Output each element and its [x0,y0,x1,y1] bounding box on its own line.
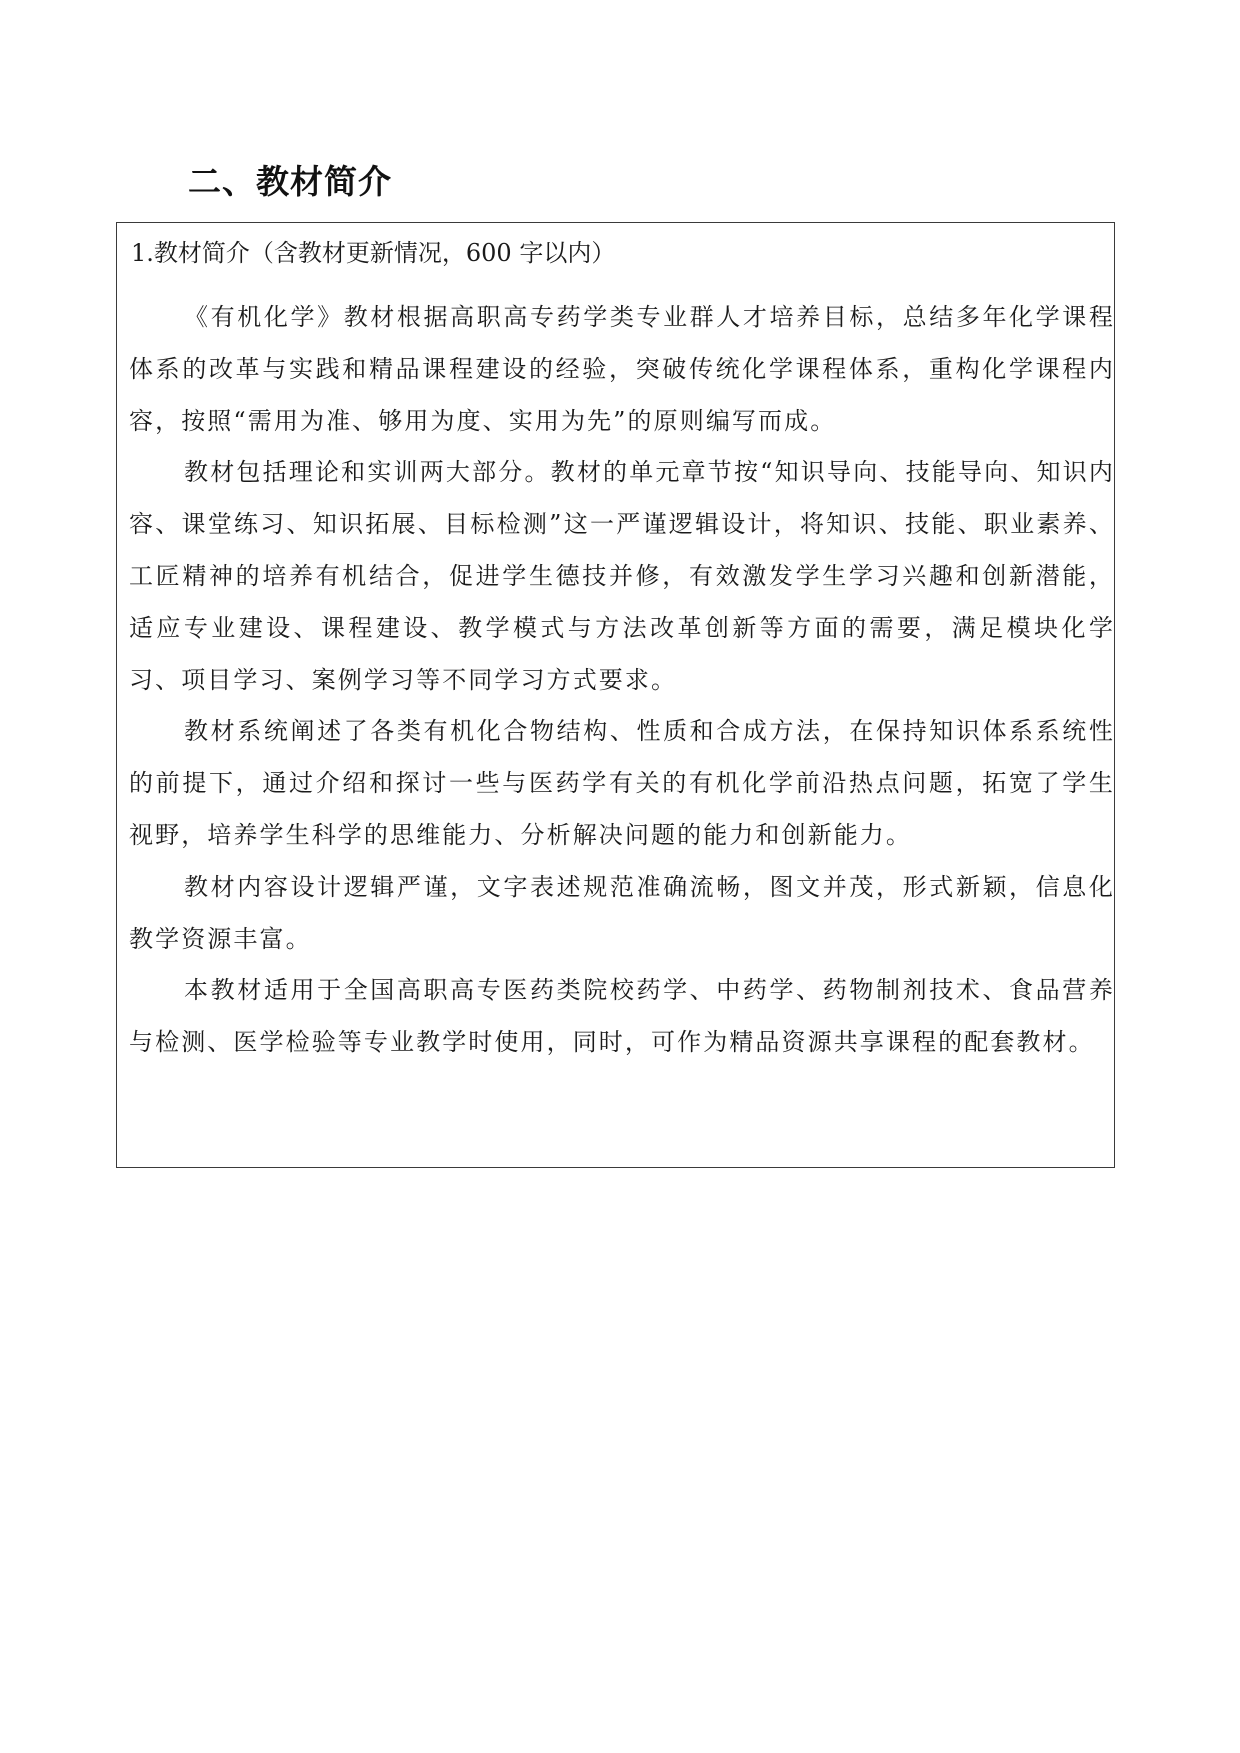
box-label: 1.教材简介（含教材更新情况，600 字以内） [131,239,616,267]
section-heading: 二、教材简介 [188,162,392,201]
intro-paragraph-5: 本教材适用于全国高职高专医药类院校药学、中药学、药物制剂技术、食品营养与检测、医学检验等专业教学时使用，同时，可作为精品资源共享课程的配套教材。 [129,976,1115,1057]
intro-paragraph-3: 教材系统阐述了各类有机化合物结构、性质和合成方法，在保持知识体系系统性的前提下，通过介绍和探讨一些与医药学有关的有机化学前沿热点问题，拓宽了学生视野，培养学生科学的思维能力、分析解决问题的能力和创新能力。 [129,717,1115,849]
textbook-intro-box [116,222,1115,1168]
intro-paragraph-1: 《有机化学》教材根据高职高专药学类专业群人才培养目标，总结多年化学课程体系的改革与实践和精品课程建设的经验，突破传统化学课程体系，重构化学课程内容，按照“需用为准、够用为度、实用为先”的原则编写而成。 [129,303,1115,435]
intro-body [129,292,1115,1069]
intro-paragraph-4: 教材内容设计逻辑严谨，文字表述规范准确流畅，图文并茂，形式新颖，信息化教学资源丰富。 [129,872,1115,953]
intro-paragraph-2: 教材包括理论和实训两大部分。教材的单元章节按“知识导向、技能导向、知识内容、课堂练习、知识拓展、目标检测”这一严谨逻辑设计，将知识、技能、职业素养、工匠精神的培养有机结合，促进学生德技并修，有效激发学生学习兴趣和创新潜能，适应专业建设、课程建设、教学模式与方法改革创新等方面的需要，满足模块化学习、项目学习、案例学习等不同学习方式要求。 [129,458,1115,694]
